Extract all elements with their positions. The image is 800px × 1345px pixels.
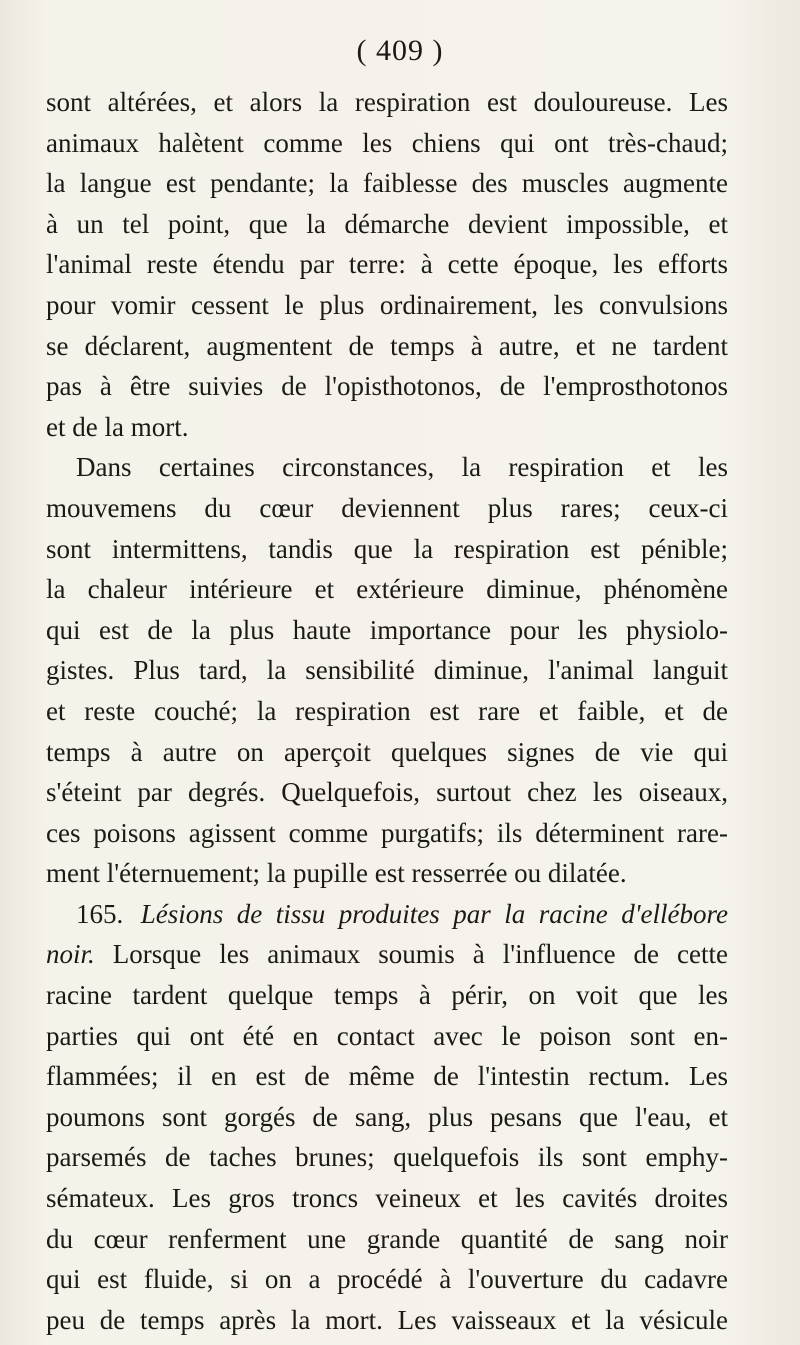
text-line: Dans certaines circonstances, la respiration et les (76, 452, 728, 483)
text-line: parties qui ont été en contact avec le poison sont en- (46, 1020, 728, 1051)
paragraph-lines (46, 82, 728, 894)
text-line: sont intermittens, tandis que la respiration est pénible; (46, 533, 728, 564)
text-line: pour vomir cessent le plus ordinairement, les convulsions (46, 289, 728, 320)
text-line: peu de temps après la mort. Les vaisseaux et la vésicule (46, 1304, 728, 1335)
text-line: se déclarent, augmentent de temps à autre, et ne tardent (46, 330, 728, 361)
text-line: qui est de la plus haute importance pour les physiolo- (46, 614, 728, 645)
text-line: gistes. Plus tard, la sensibilité diminue, l'animal languit (46, 655, 728, 686)
text-line: ment l'éternuement; la pupille est resserrée ou dilatée. (46, 858, 627, 889)
text-line: animaux halètent comme les chiens qui ont très-chaud; (46, 127, 728, 158)
text-line: et reste couché; la respiration est rare et faible, et de (46, 695, 728, 726)
section-body-lines (46, 975, 728, 1340)
text-line: la langue est pendante; la faiblesse des muscles augmente (46, 168, 728, 199)
section-title-part-2: noir. (46, 939, 95, 970)
text-line: sont altérées, et alors la respiration est douloureuse. Les (46, 87, 728, 117)
section-heading-line-2 (46, 934, 728, 975)
text-line: mouvemens du cœur deviennent plus rares; ceux-ci (46, 492, 728, 523)
text-line: flammées; il en est de même de l'intestin rectum. Les (46, 1061, 728, 1092)
text-line: pas à être suivies de l'opisthotonos, de l'emprosthotonos (46, 371, 728, 402)
text-line: et de la mort. (46, 411, 189, 442)
text-line: qui est fluide, si on a procédé à l'ouverture du cadavre (46, 1264, 728, 1295)
text-line: temps à autre on aperçoit quelques signes de vie qui (46, 736, 728, 767)
text-line: du cœur renferment une grande quantité de sang noir (46, 1223, 728, 1254)
text-line: à un tel point, que la démarche devient impossible, et (46, 208, 728, 239)
text-line: l'animal reste étendu par terre: à cette époque, les efforts (46, 249, 728, 280)
text-line: la chaleur intérieure et extérieure diminue, phénomène (46, 574, 728, 605)
section-text-start: Lorsque les animaux soumis à l'influence de cette (112, 939, 728, 970)
section-number: 165. (76, 898, 124, 929)
section-title-part-1: Lésions de tissu produites par la racine d'ellébore (140, 898, 728, 929)
text-line: ces poisons agissent comme purgatifs; ils déterminent rare- (46, 817, 728, 848)
text-line: sémateux. Les gros troncs veineux et les cavités droites (46, 1183, 728, 1214)
text-line: parsemés de taches brunes; quelquefois ils sont emphy- (46, 1142, 728, 1173)
section-heading-line (46, 894, 728, 935)
text-line: s'éteint par degrés. Quelquefois, surtout chez les oiseaux, (46, 777, 728, 808)
text-line: racine tardent quelque temps à périr, on voit que les (46, 980, 728, 1011)
body-text (46, 82, 728, 1340)
text-line: poumons sont gorgés de sang, plus pesans que l'eau, et (46, 1101, 728, 1132)
page-number: ( 409 ) (356, 34, 444, 67)
